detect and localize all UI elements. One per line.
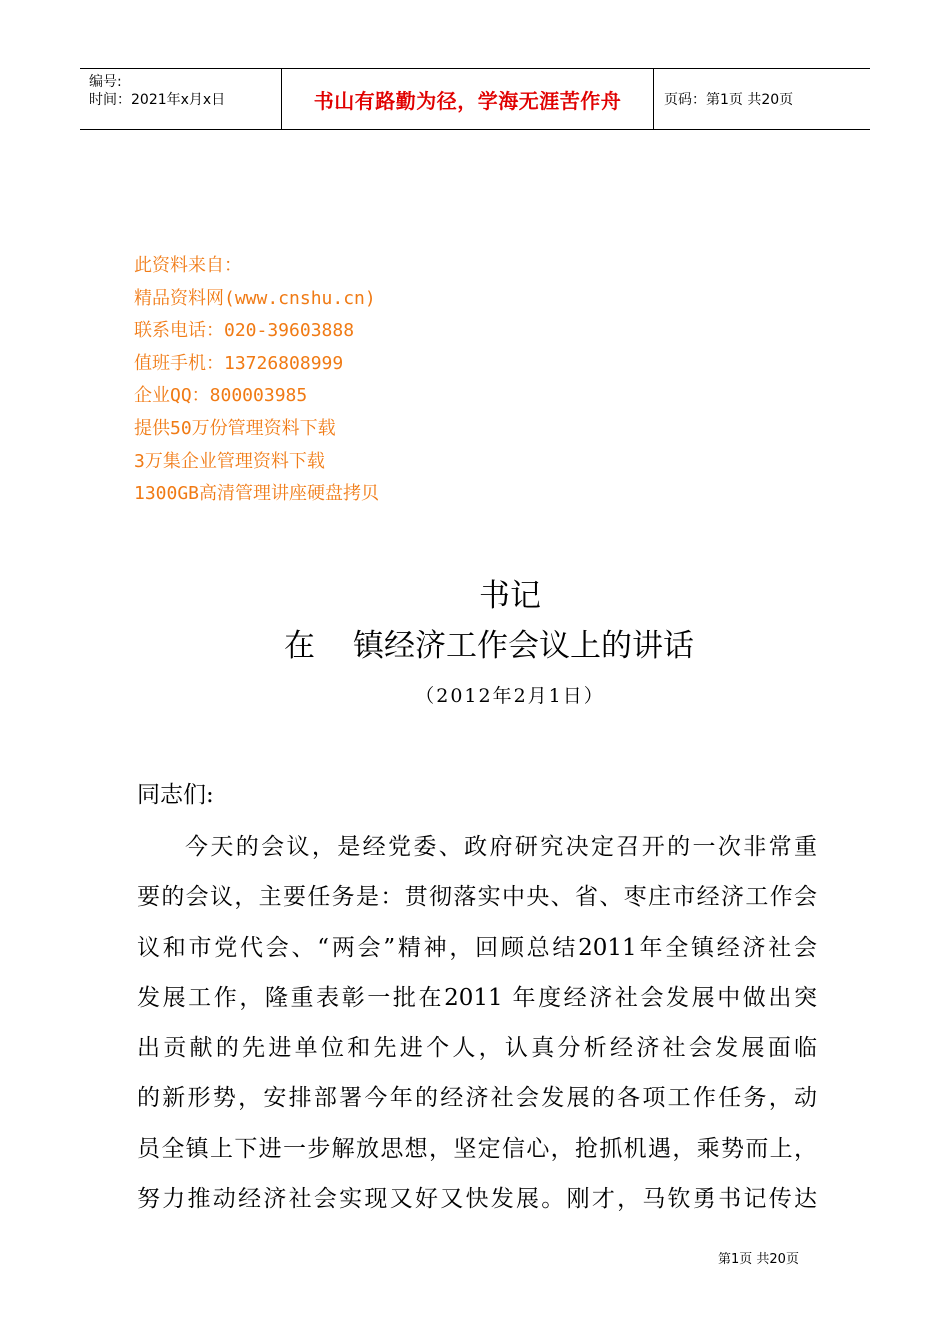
paragraph-line: 今天的会议，是经党委、政府研究决定召开的一次非常重 bbox=[185, 834, 817, 860]
source-line: 联系电话：020-39603888 bbox=[134, 320, 355, 342]
header-meta-cell bbox=[80, 69, 282, 129]
footer-page-info: 第1页 共20页 bbox=[718, 1252, 799, 1267]
document-date: （2012年2月1日） bbox=[415, 685, 605, 707]
document-title-line2-main: 镇经济工作会议上的讲话 bbox=[353, 628, 694, 664]
source-line: 企业QQ：800003985 bbox=[134, 385, 308, 407]
document-time-label: 时间：2021年x月x日 bbox=[89, 92, 226, 108]
body-paragraph bbox=[137, 822, 817, 1224]
document-title-line2-prefix: 在 bbox=[284, 628, 315, 664]
paragraph-line: 发展工作，隆重表彰一批在2011 年度经济社会发展中做出突 bbox=[137, 984, 817, 1011]
paragraph-line: 要的会议，主要任务是：贯彻落实中央、省、枣庄市经济工作会 bbox=[137, 884, 817, 911]
source-line: 值班手机：13726808999 bbox=[134, 352, 344, 374]
source-line: 精品资料网(www.cnshu.cn) bbox=[134, 287, 376, 309]
document-title-line1: 书记 bbox=[479, 578, 541, 614]
paragraph-line: 努力推动经济社会实现又好又快发展。刚才，马钦勇书记传达 bbox=[137, 1186, 817, 1213]
paragraph-line: 员全镇上下进一步解放思想，坚定信心，抢抓机遇，乘势而上， bbox=[137, 1135, 817, 1162]
source-info-block bbox=[134, 250, 379, 511]
source-line: 此资料来自： bbox=[134, 255, 242, 276]
source-line: 提供50万份管理资料下载 bbox=[134, 417, 336, 439]
header-motto: 书山有路勤为径，学海无涯苦作舟 bbox=[282, 69, 654, 129]
document-number-label: 编号: bbox=[89, 74, 122, 90]
header-table bbox=[80, 68, 870, 130]
document-title-line2 bbox=[284, 620, 694, 665]
source-line: 1300GB高清管理讲座硬盘拷贝 bbox=[134, 483, 380, 505]
source-line: 3万集企业管理资料下载 bbox=[134, 450, 325, 472]
paragraph-line: 议和市党代会、“两会”精神，回顾总结2011年全镇经济社会 bbox=[137, 934, 817, 961]
paragraph-line: 出贡献的先进单位和先进个人，认真分析经济社会发展面临 bbox=[137, 1035, 817, 1062]
header-page-info: 页码：第1页 共20页 bbox=[664, 92, 794, 108]
salutation: 同志们: bbox=[137, 782, 214, 808]
paragraph-line: 的新形势，安排部署今年的经济社会发展的各项工作任务，动 bbox=[137, 1085, 817, 1112]
